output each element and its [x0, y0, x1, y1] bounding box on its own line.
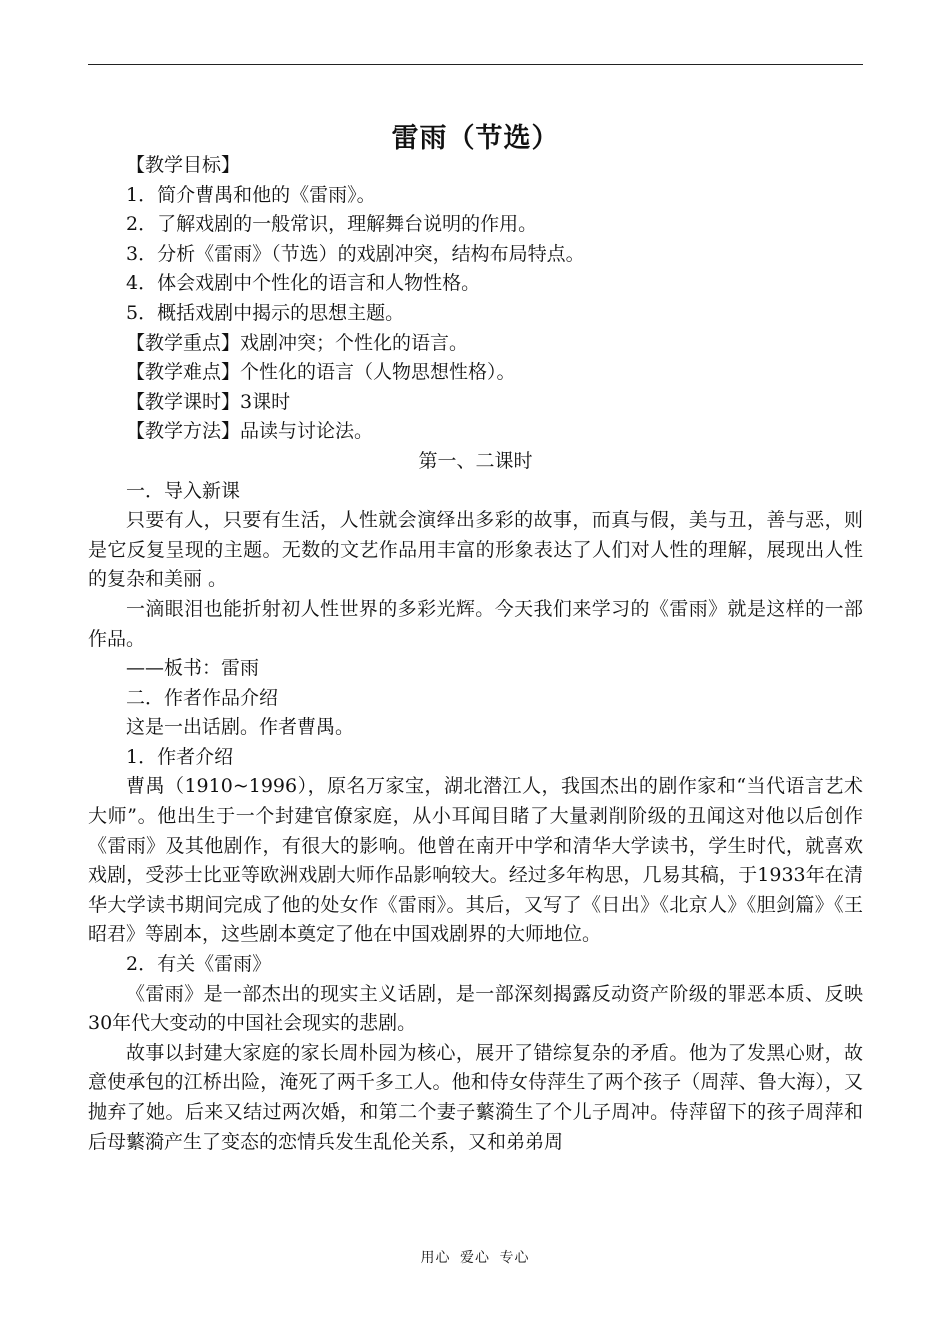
author-heading: 1．作者介绍: [126, 745, 234, 768]
objective-item-1: 1．简介曹禺和他的《雷雨》。: [126, 183, 376, 206]
difficulties: 【教学难点】个性化的语言（人物思想性格）。: [126, 361, 516, 384]
objective-item-5: 5．概括戏剧中揭示的思想主题。: [126, 301, 405, 324]
document-body: [88, 151, 863, 1157]
objective-item-3: 3．分析《雷雨》（节选）的戏剧冲突，结构布局特点。: [126, 242, 585, 265]
board-note: ——板书：雷雨: [126, 657, 260, 680]
intro-paragraph-1: 只要有人，只要有生活，人性就会演绎出多彩的故事，而真与假，美与丑，善与恶，则是它反复呈现的主题。无数的文艺作品用丰富的形象表达了人们对人性的理解，展现出人性的复杂和美丽 。: [88, 509, 863, 591]
page-title: 雷雨（节选）: [391, 123, 560, 154]
play-paragraph-1: 《雷雨》是一部杰出的现实主义话剧，是一部深刻揭露反动资产阶级的罪恶本质、反映30年代大变动的中国社会现实的悲剧。: [88, 982, 863, 1035]
page-footer: 用心 爱心 专心: [420, 1250, 530, 1266]
intro-paragraph-2: 一滴眼泪也能折射初人性世界的多彩光辉。今天我们来学习的《雷雨》就是这样的一部作品。: [88, 597, 863, 650]
play-paragraph-2: 故事以封建大家庭的家长周朴园为核心，展开了错综复杂的矛盾。他为了发黑心财，故意使承包的江桥出险，淹死了两千多工人。他和侍女侍萍生了两个孩子（周萍、鲁大海），又抛弃了她。后来又结过两次婚，和第二个妻子蘩漪生了个儿子周冲。侍萍留下的孩子周萍和后母蘩漪产生了变态的恋情兵发生乱伦关系，又和弟弟周: [88, 1041, 863, 1153]
section2-heading: 二．作者作品介绍: [126, 686, 279, 709]
lesson-heading: 第一、二课时: [418, 449, 533, 472]
objective-item-2: 2．了解戏剧的一般常识，理解舞台说明的作用。: [126, 213, 538, 236]
play-heading: 2．有关《雷雨》: [126, 953, 272, 976]
objectives-heading: 【教学目标】: [126, 154, 241, 176]
author-paragraph: 曹禺（1910~1996），原名万家宝，湖北潜江人，我国杰出的剧作家和“当代语言艺术大师”。他出生于一个封建官僚家庭，从小耳闻目睹了大量剥削阶级的丑闻这对他以后创作《雷雨》及其他剧作，有很大的影响。他曾在南开中学和清华大学读书，学生时代，就喜欢戏剧，受莎士比亚等欧洲戏剧大师作品影响较大。经过多年构思，几易其稿，于1933年在清华大学读书期间完成了他的处女作《雷雨》。其后，又写了《日出》《北京人》《胆剑篇》《王昭君》等剧本，这些剧本奠定了他在中国戏剧界的大师地位。: [88, 775, 863, 946]
class-hours: 【教学课时】3课时: [126, 390, 291, 413]
section1-heading: 一．导入新课: [126, 479, 241, 502]
teaching-methods: 【教学方法】品读与讨论法。: [126, 420, 374, 443]
objective-item-4: 4．体会戏剧中个性化的语言和人物性格。: [126, 272, 481, 295]
header-rule: [88, 64, 863, 65]
key-points: 【教学重点】戏剧冲突；个性化的语言。: [126, 331, 469, 354]
section2-intro: 这是一出话剧。作者曹禺。: [126, 716, 355, 739]
